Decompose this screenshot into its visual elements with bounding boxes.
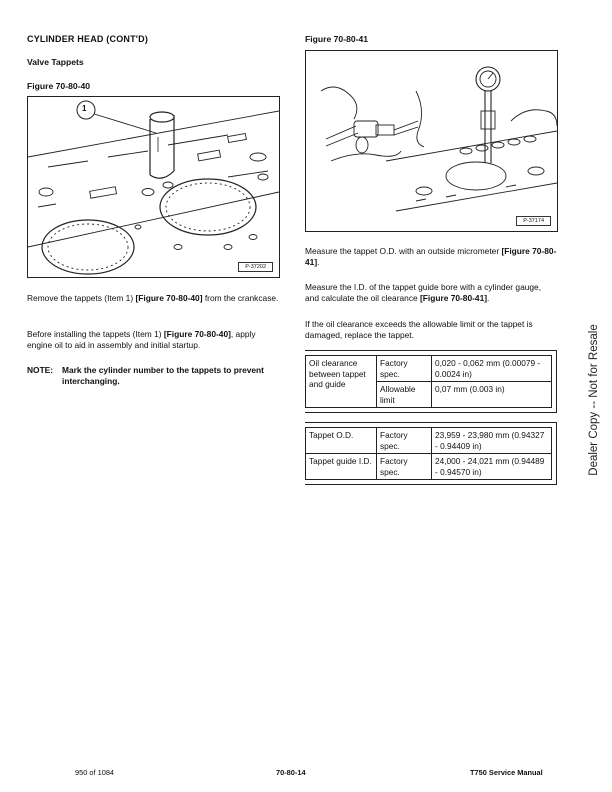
note <box>27 365 279 387</box>
figure-ref-label: P-37174 <box>516 216 551 226</box>
text: , apply engine oil to aid in assembly and initial startup. <box>27 329 256 350</box>
spec-label: Allowable limit <box>377 382 432 408</box>
footer-page-count: 950 of 1084 <box>75 768 115 777</box>
section-title: CYLINDER HEAD (CONT'D) <box>27 34 149 44</box>
spec-value: 23,959 - 23,980 mm (0.94327 - 0.94409 in) <box>432 428 552 454</box>
dealer-copy-watermark: Dealer Copy -- Not for Resale <box>588 324 600 476</box>
paragraph-measure-id <box>305 282 557 304</box>
footer-manual-title: T750 Service Manual <box>470 768 543 777</box>
figure-link[interactable]: [Figure 70-80-41] <box>305 246 557 267</box>
callout-number: 1 <box>82 104 87 113</box>
note-text: Mark the cylinder number to the tappets to prevent interchanging. <box>62 365 264 386</box>
spec-value: 0,07 mm (0.003 in) <box>432 382 552 408</box>
spec-label: Factory spec. <box>377 454 432 480</box>
text: . <box>317 257 320 267</box>
spec-value: 0,020 - 0,062 mm (0.00079 - 0.0024 in) <box>432 356 552 382</box>
paragraph-measure-od <box>305 246 557 268</box>
spec-name: Oil clearance between tappet and guide <box>306 356 377 408</box>
figure-link[interactable]: [Figure 70-80-41] <box>420 293 488 303</box>
text: from the crankcase. <box>202 293 279 303</box>
figure-ref-label: P-37202 <box>238 262 273 272</box>
figure-70-80-40 <box>27 96 280 278</box>
spec-value: 24,000 - 24,021 mm (0.94489 - 0.94570 in) <box>432 454 552 480</box>
text: Measure the I.D. of the tappet guide bore with a cylinder gauge, and calculate the oil clearance <box>305 282 542 303</box>
paragraph-install-tappets <box>27 329 279 351</box>
spec-name: Tappet guide I.D. <box>306 454 377 480</box>
engine-block-tappet-illustration <box>28 97 279 277</box>
text: Remove the tappets (Item 1) <box>27 293 136 303</box>
figure-title-70-80-40: Figure 70-80-40 <box>27 81 91 91</box>
text: . <box>487 293 490 303</box>
note-label: NOTE: <box>27 365 54 375</box>
figure-70-80-41 <box>305 50 558 232</box>
subsection-title: Valve Tappets <box>27 57 84 67</box>
cylinder-gauge-micrometer-illustration <box>306 51 557 231</box>
text: Before installing the tappets (Item 1) <box>27 329 164 339</box>
paragraph-replace-tappet: If the oil clearance exceeds the allowable limit or the tappet is damaged, replace the tappet. <box>305 319 533 340</box>
footer-page-number: 70-80-14 <box>276 768 306 777</box>
figure-link[interactable]: [Figure 70-80-40] <box>163 329 231 339</box>
table-row <box>306 428 552 454</box>
spec-label: Factory spec. <box>377 356 432 382</box>
figure-title-70-80-41: Figure 70-80-41 <box>305 34 369 44</box>
figure-link[interactable]: [Figure 70-80-40] <box>135 293 203 303</box>
spec-name: Tappet O.D. <box>306 428 377 454</box>
tappet-dimension-table <box>305 422 557 485</box>
table-row <box>306 356 552 382</box>
text: Measure the tappet O.D. with an outside micrometer <box>305 246 502 256</box>
oil-clearance-table <box>305 350 557 413</box>
spec-label: Factory spec. <box>377 428 432 454</box>
table-row <box>306 454 552 480</box>
paragraph-remove-tappets <box>27 293 279 304</box>
